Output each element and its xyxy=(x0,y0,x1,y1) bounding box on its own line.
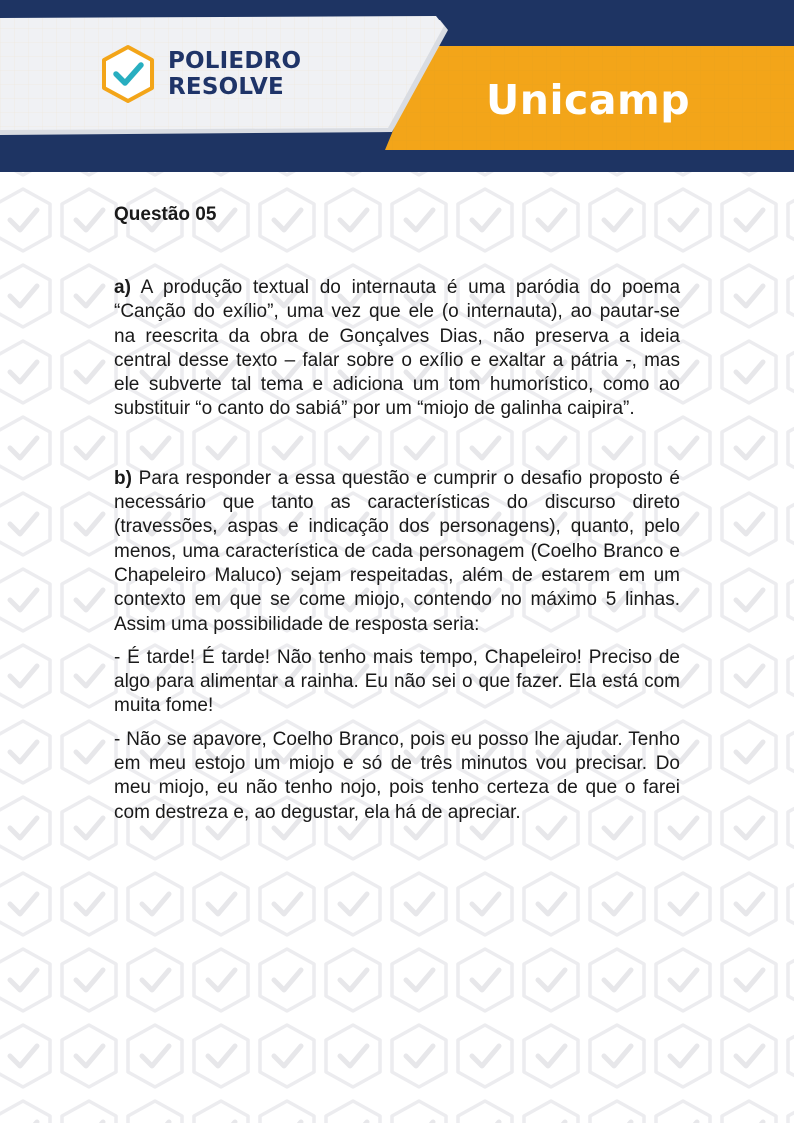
dialogue-line-2: - Não se apavore, Coelho Branco, pois eu posso lhe ajudar. Tenho em meu estojo um miojo e só de três minutos vou precisar. Do meu miojo, eu não tenho nojo, pois tenho certeza de que o farei com destreza e, ao degustar, ela há de apreciar. xyxy=(114,728,680,823)
check-hexagon-icon xyxy=(100,44,156,104)
answer-b-text: Para responder a essa questão e cumprir o desafio proposto é necessário que tanto as características do discurso direto (travessões, aspas e indicação dos personagens), quanto, pelo menos, uma característica de cada personagem (Coelho Branco e Chapeleiro Maluco) sejam respeitadas, além de estarem em um contexto em que se come miojo, contendo no máximo 5 linhas. Assim uma possibilidade de resposta seria: xyxy=(114,467,680,635)
exam-title: Unicamp xyxy=(486,76,691,124)
dialogue-line-1: - É tarde! É tarde! Não tenho mais tempo, Chapeleiro! Preciso de algo para alimentar a rainha. Eu não sei o que fazer. Ela está com muita fome! xyxy=(114,646,680,717)
logo-line-1: POLIEDRO xyxy=(168,48,302,74)
answer-a-text: A produção textual do internauta é uma paródia do poema “Canção do exílio”, uma vez que ele (o internauta), ao pautar-se na reescrita da obra de Gonçalves Dias, não preserva a ideia central desse texto – falar sobre o exílio e exaltar a pátria -, mas ele subverte tal tema e adiciona um tom humorístico, como ao substituir “o canto do sabiá” por um “miojo de galinha caipira”. xyxy=(114,277,681,420)
answer-b-label: b) xyxy=(114,467,132,489)
question-title: Questão 05 xyxy=(114,204,217,225)
question-content xyxy=(114,204,680,825)
answer-a xyxy=(114,276,680,422)
poliedro-resolve-logo xyxy=(100,44,301,104)
logo-line-2: RESOLVE xyxy=(168,74,284,100)
answer-b xyxy=(114,467,680,637)
answer-a-label: a) xyxy=(114,277,131,298)
